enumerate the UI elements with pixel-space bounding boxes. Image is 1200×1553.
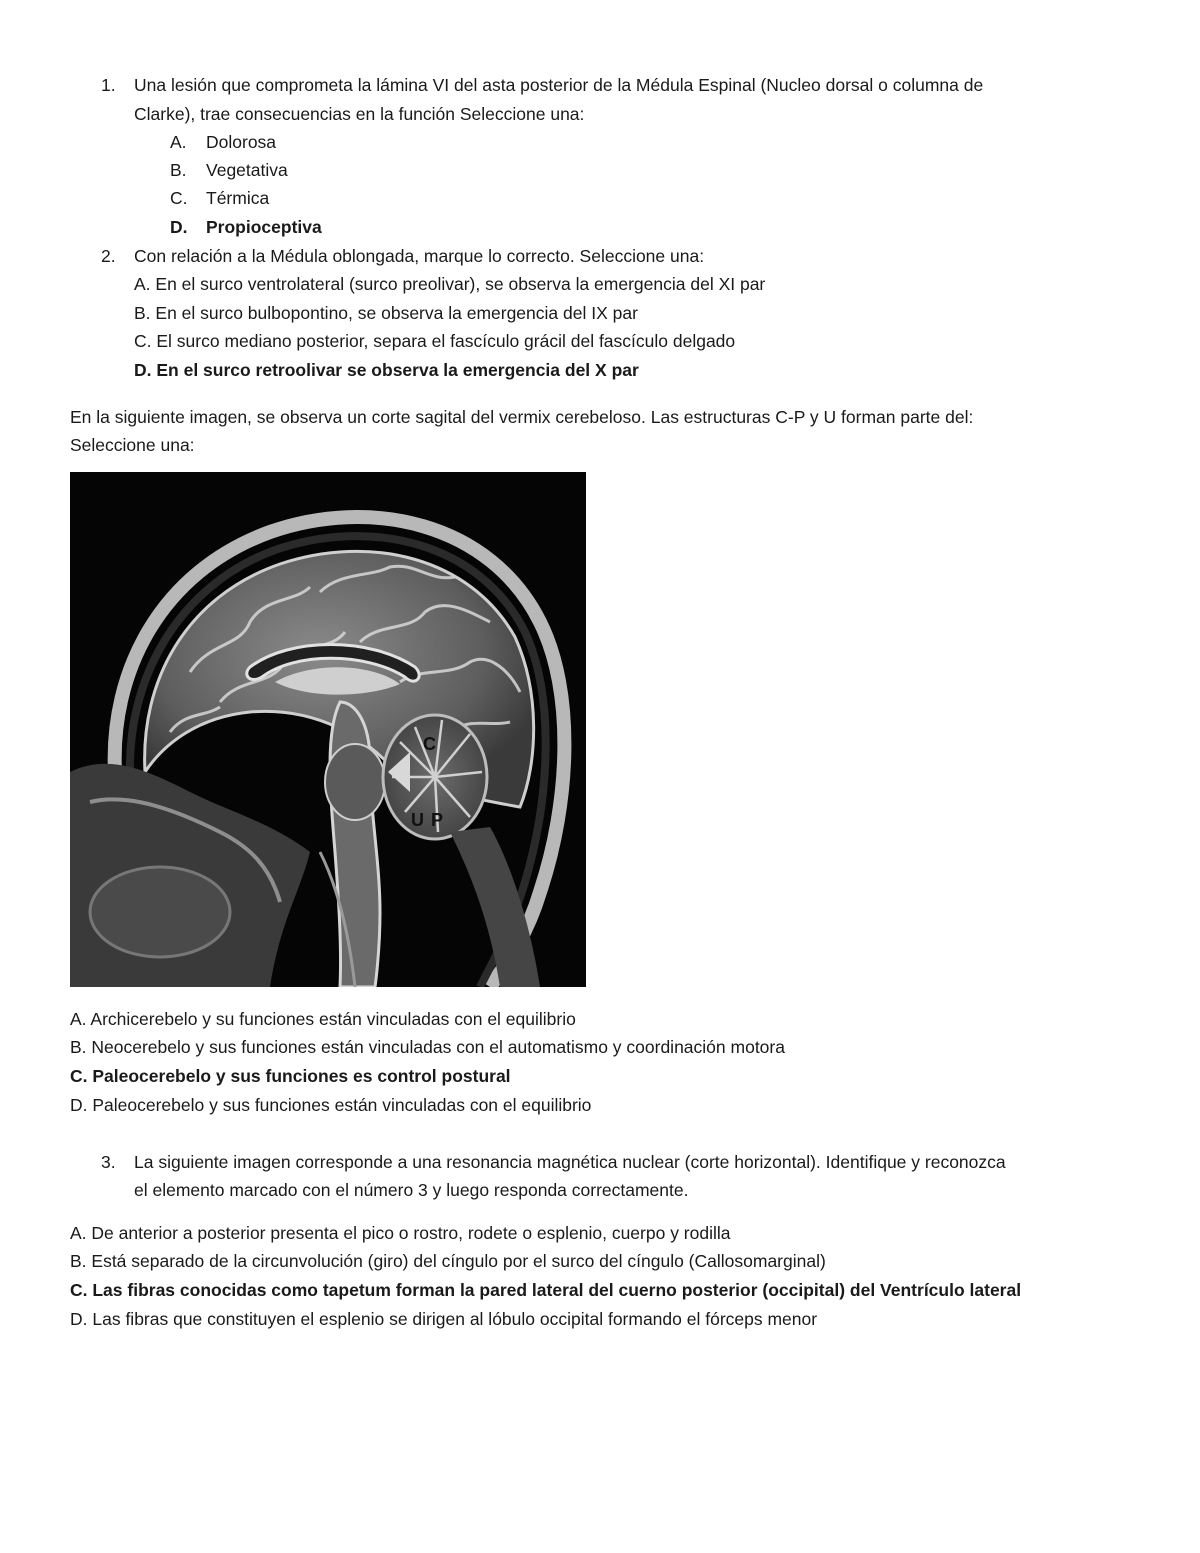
q1-option-a-text: Dolorosa xyxy=(206,132,277,152)
q2-option-b: B. En el surco bulbopontino, se observa la emergencia del IX par xyxy=(134,303,638,323)
q1-option-c-letter: C. xyxy=(170,188,188,208)
question-3-text-line2: el elemento marcado con el número 3 y luego responda correctamente. xyxy=(134,1180,689,1200)
question-2-text: Con relación a la Médula oblongada, marque lo correcto. Seleccione una: xyxy=(134,246,705,266)
q2-option-a: A. En el surco ventrolateral (surco preolivar), se observa la emergencia del XI par xyxy=(134,274,766,294)
q3-option-c: C. Las fibras conocidas como tapetum forman la pared lateral del cuerno posterior (occipital) del Ventrículo lateral xyxy=(70,1280,1022,1300)
question-1-text-line1: Una lesión que comprometa la lámina VI del asta posterior de la Médula Espinal (Nucleo dorsal o columna de xyxy=(134,75,984,95)
q1-option-b-letter: B. xyxy=(170,160,187,180)
q1-option-d-letter: D. xyxy=(170,217,188,237)
question-3-number: 3. xyxy=(101,1152,116,1172)
mri-sagittal-image xyxy=(70,472,586,987)
vermix-option-d: D. Paleocerebelo y sus funciones están vinculadas con el equilibrio xyxy=(70,1095,592,1115)
vermix-question-text-line1: En la siguiente imagen, se observa un corte sagital del vermix cerebeloso. Las estructuras C-P y U forman parte del: xyxy=(70,407,974,427)
q2-option-c: C. El surco mediano posterior, separa el fascículo grácil del fascículo delgado xyxy=(134,331,736,351)
mri-label-p: P xyxy=(431,810,444,830)
vermix-option-b: B. Neocerebelo y sus funciones están vinculadas con el automatismo y coordinación motora xyxy=(70,1037,785,1057)
q1-option-b-text: Vegetativa xyxy=(206,160,288,180)
mri-label-u: U xyxy=(411,810,424,830)
question-1-text-line2: Clarke), trae consecuencias en la función Seleccione una: xyxy=(134,104,585,124)
q1-option-c-text: Térmica xyxy=(206,188,270,208)
vermix-option-a: A. Archicerebelo y su funciones están vinculadas con el equilibrio xyxy=(70,1009,576,1029)
vermix-option-c: C. Paleocerebelo y sus funciones es control postural xyxy=(70,1066,511,1086)
q3-option-b: B. Está separado de la circunvolución (giro) del cíngulo por el surco del cíngulo (Callosomarginal) xyxy=(70,1251,826,1271)
q1-option-a-letter: A. xyxy=(170,132,187,152)
q2-option-d: D. En el surco retroolivar se observa la emergencia del X par xyxy=(134,360,639,380)
q3-option-d: D. Las fibras que constituyen el esplenio se dirigen al lóbulo occipital formando el fórceps menor xyxy=(70,1309,818,1329)
question-3-text-line1: La siguiente imagen corresponde a una resonancia magnética nuclear (corte horizontal). Identifique y reconozca xyxy=(134,1152,1006,1172)
question-2-number: 2. xyxy=(101,246,116,266)
vermix-question-text-line2: Seleccione una: xyxy=(70,435,195,455)
mri-label-c: C xyxy=(423,734,436,754)
q1-option-d-text: Propioceptiva xyxy=(206,217,322,237)
q3-option-a: A. De anterior a posterior presenta el pico o rostro, rodete o esplenio, cuerpo y rodilla xyxy=(70,1223,731,1243)
question-1-number: 1. xyxy=(101,75,116,95)
